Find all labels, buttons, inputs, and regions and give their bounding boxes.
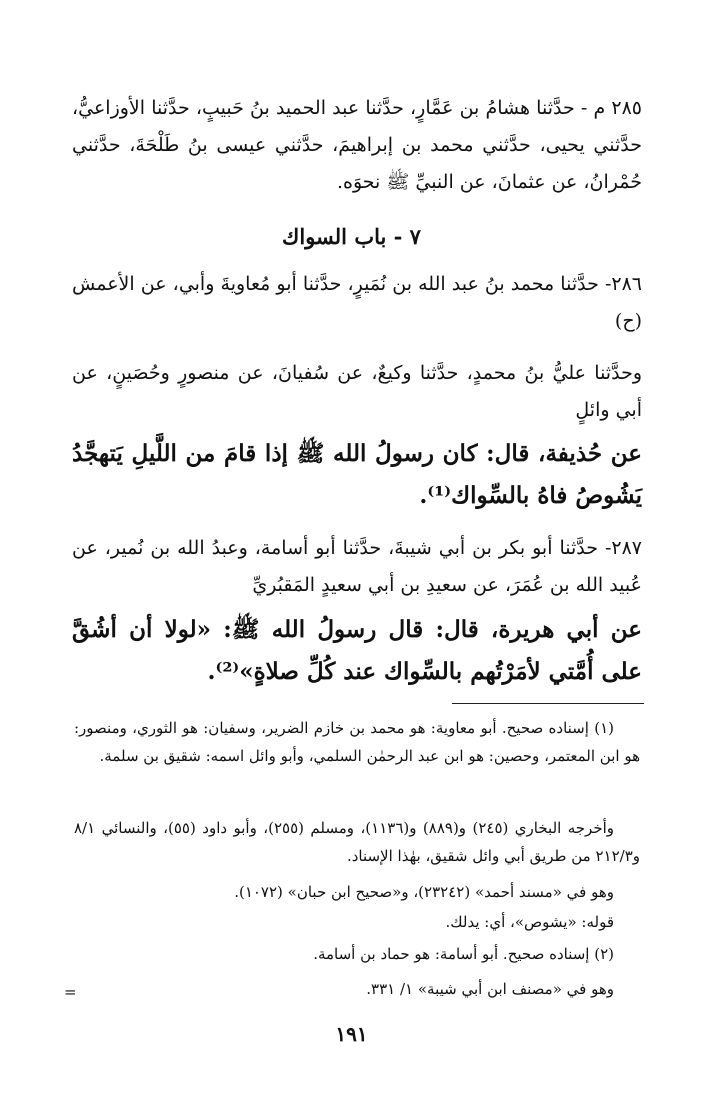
footnote-1-line-4: قوله: «يشوص»، أي: يدلك.: [445, 913, 614, 931]
footnote-2-line-1: (٢) إسناده صحيح. أبو أسامة: هو حماد بن أسامة.: [313, 945, 614, 963]
footnote-1-line-3: وهو في «مسند أحمد» (٢٣٢٤٢)، و«صحيح ابن حبان» (١٠٧٢).: [234, 883, 614, 901]
hadith-286-isnad-2: وحدَّثنا عليُّ بنُ محمدٍ، حدَّثنا وكيعٌ، عن سُفيانَ، عن منصورٍ وحُصَينٍ، عن أبي وائلٍ: [72, 362, 642, 421]
hadith-287-matn: عن أبي هريرة، قال: قال رسولُ الله ﷺ: «لولا أن أشُقَّ على أُمَّتي لأمَرْتُهم بالسِّواك عند كُلِّ صلاةٍ»⁽²⁾.: [72, 616, 642, 685]
footnote-2-line-2: وهو في «مصنف ابن أبي شيبة» ١/ ٣٣١.: [366, 980, 614, 998]
hadith-285-paragraph: ٢٨٥ م - حدَّثنا هشامُ بن عَمَّارٍ، حدَّثنا عبد الحميد بنُ حَبيبٍ، حدَّثنا الأوزاعيُّ، حدَّثني يحيى، حدَّثني محمد بن إبراهيمَ، حدَّثني عيسى بنُ طَلْحَةَ، حدَّثني حُمْرانُ، عن عثمانَ، عن النبيِّ ﷺ نحوَه.: [72, 97, 642, 193]
hadith-287-isnad: ٢٨٧- حدَّثنا أبو بكر بن أبي شيبةَ، حدَّثنا أبو أسامة، وعبدُ الله بن نُمير، عن عُبيد الله بن عُمَرَ، عن سعيدِ بن أبي سعيدٍ المَقبُريِّ: [72, 537, 642, 596]
continuation-mark: =: [64, 983, 77, 1001]
footnote-separator: [452, 703, 644, 704]
hadith-286-matn: عن حُذيفة، قال: كان رسولُ الله ﷺ إذا قامَ من اللَّيلِ يَتهجَّدُ يَشُوصُ فاهُ بالسِّواك⁽¹⁾.: [72, 440, 642, 509]
footnote-1-line-2: وأخرجه البخاري (٢٤٥) و(٨٨٩) و(١١٣٦)، ومسلم (٢٥٥)، وأبو داود (٥٥)، والنسائي ٨/١ و٢١٢/٣ من طريق أبي وائل شقيق، بهٰذا الإسناد.: [74, 819, 640, 865]
page-number: ١٩١: [335, 1022, 368, 1046]
footnote-1-line-1: (١) إسناده صحيح. أبو معاوية: هو محمد بن خازم الضرير، وسفيان: هو الثوري، ومنصور: هو ابن المعتمر، وحصين: هو ابن عبد الرحمٰن السلمي، وأبو وائل اسمه: شقيق بن سلمة.: [74, 719, 640, 765]
chapter-heading: ٧ - باب السواك: [282, 224, 421, 249]
hadith-286-isnad-1: ٢٨٦- حدَّثنا محمد بنُ عبد الله بن نُمَيرٍ، حدَّثنا أبو مُعاويةَ وأبي، عن الأعمش (ح): [72, 273, 642, 332]
